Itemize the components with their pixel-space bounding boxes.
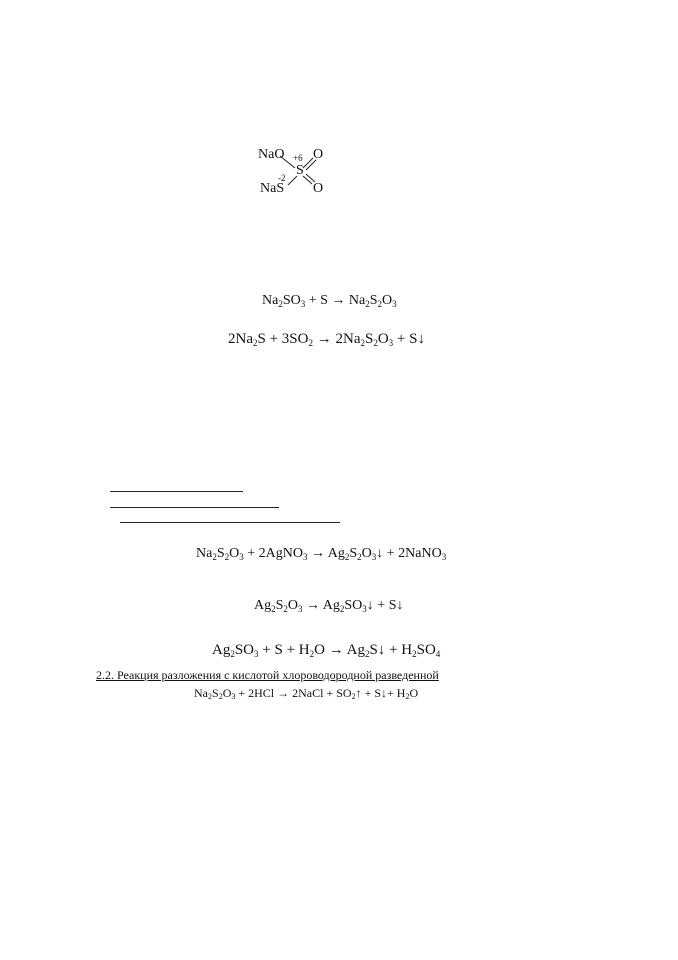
formula-text: O — [222, 686, 232, 700]
formula-text: SO — [234, 642, 255, 658]
formula-text: O — [409, 686, 419, 700]
formula-text: Ag — [212, 642, 231, 658]
equation-2 — [228, 332, 425, 347]
formula-text: S — [275, 598, 284, 613]
formula-text: → 2Na — [312, 331, 361, 347]
formula-text: + S + H — [258, 642, 310, 658]
formula-text: → Ag — [307, 546, 345, 561]
structure-nas: NaS — [260, 181, 285, 196]
thiosulfate-structure — [240, 140, 350, 204]
formula-text: S — [212, 686, 219, 700]
subscript: 3 — [302, 552, 308, 562]
subscript: 3 — [239, 552, 244, 562]
formula-text: ↓ + S↓ — [366, 598, 404, 613]
subscript: 3 — [298, 604, 303, 614]
subscript: 2 — [364, 649, 370, 659]
formula-text: S — [216, 546, 225, 561]
formula-text: + 2AgNO — [243, 546, 303, 561]
subscript: 2 — [339, 604, 345, 614]
structure-nao: NaO — [258, 147, 285, 162]
subscript: 3 — [231, 692, 236, 701]
subscript: 2 — [283, 604, 288, 614]
formula-text: O — [382, 293, 393, 308]
formula-text: S — [364, 331, 374, 347]
formula-text: Na — [196, 546, 213, 561]
subscript: 2 — [224, 552, 230, 562]
subscript: 4 — [435, 649, 441, 659]
subscript: 2 — [373, 338, 378, 348]
subscript: 2 — [405, 692, 410, 701]
subscript: 2 — [208, 692, 212, 701]
structure-o-bottom: O — [313, 181, 324, 196]
formula-text: S — [369, 293, 378, 308]
equation-3 — [196, 547, 446, 561]
formula-text: ↑ + S↓+ H — [355, 686, 406, 700]
equation-1 — [262, 294, 397, 308]
formula-text: O → Ag — [314, 642, 365, 658]
formula-text: Na — [262, 293, 279, 308]
formula-text: 2Na — [228, 331, 253, 347]
subscript: 2 — [412, 649, 417, 659]
subscript: 3 — [392, 299, 397, 309]
subscript: 3 — [371, 552, 377, 562]
structure-bonds — [240, 140, 350, 204]
structure-o-top: O — [313, 147, 324, 162]
subscript: 2 — [253, 338, 258, 348]
oxidation-state-plus6: +6 — [293, 153, 303, 163]
subscript: 3 — [441, 552, 447, 562]
formula-text: → Ag — [302, 598, 340, 613]
blank-line-3 — [120, 522, 340, 523]
subscript: 2 — [271, 604, 276, 614]
subscript: 3 — [254, 649, 259, 659]
subscript: 2 — [357, 552, 362, 562]
equation-5 — [212, 643, 440, 658]
formula-text: + S → Na — [305, 293, 366, 308]
subscript: 2 — [212, 552, 217, 562]
section-heading: 2.2. Реакция разложения с кислотой хлороводородной разведенной — [96, 668, 439, 682]
formula-text: ↓ + 2NaNO — [376, 546, 442, 561]
formula-text: SO — [344, 598, 363, 613]
formula-text: S↓ + H — [369, 642, 413, 658]
subscript: 2 — [218, 692, 223, 701]
formula-text: O — [377, 331, 389, 347]
formula-text: O — [287, 598, 299, 613]
subscript: 3 — [362, 604, 367, 614]
blank-line-1 — [110, 491, 243, 492]
subscript: 2 — [278, 299, 283, 309]
formula-text: + S↓ — [393, 331, 425, 347]
subscript: 2 — [365, 299, 370, 309]
formula-text: Ag — [254, 598, 272, 613]
subscript: 2 — [308, 338, 313, 348]
subscript: 3 — [388, 338, 394, 348]
oxidation-state-minus2: -2 — [278, 173, 286, 183]
formula-text: + 2HCl → 2NaCl + SO — [235, 686, 352, 700]
subscript: 2 — [309, 649, 315, 659]
subscript: 3 — [300, 299, 306, 309]
formula-text: O — [229, 546, 240, 561]
subscript: 2 — [351, 692, 356, 701]
subscript: 2 — [230, 649, 235, 659]
blank-line-2 — [110, 507, 279, 508]
structure-s-center: S — [296, 163, 304, 178]
formula-text: Na — [194, 686, 208, 700]
formula-text: SO — [416, 642, 436, 658]
equation-4 — [254, 599, 403, 613]
formula-text: S — [349, 546, 358, 561]
equation-6 — [194, 686, 418, 701]
formula-text: S + 3SO — [257, 331, 309, 347]
subscript: 2 — [344, 552, 350, 562]
formula-text: O — [361, 546, 372, 561]
subscript: 2 — [360, 338, 365, 348]
subscript: 2 — [377, 299, 383, 309]
formula-text: SO — [282, 293, 301, 308]
